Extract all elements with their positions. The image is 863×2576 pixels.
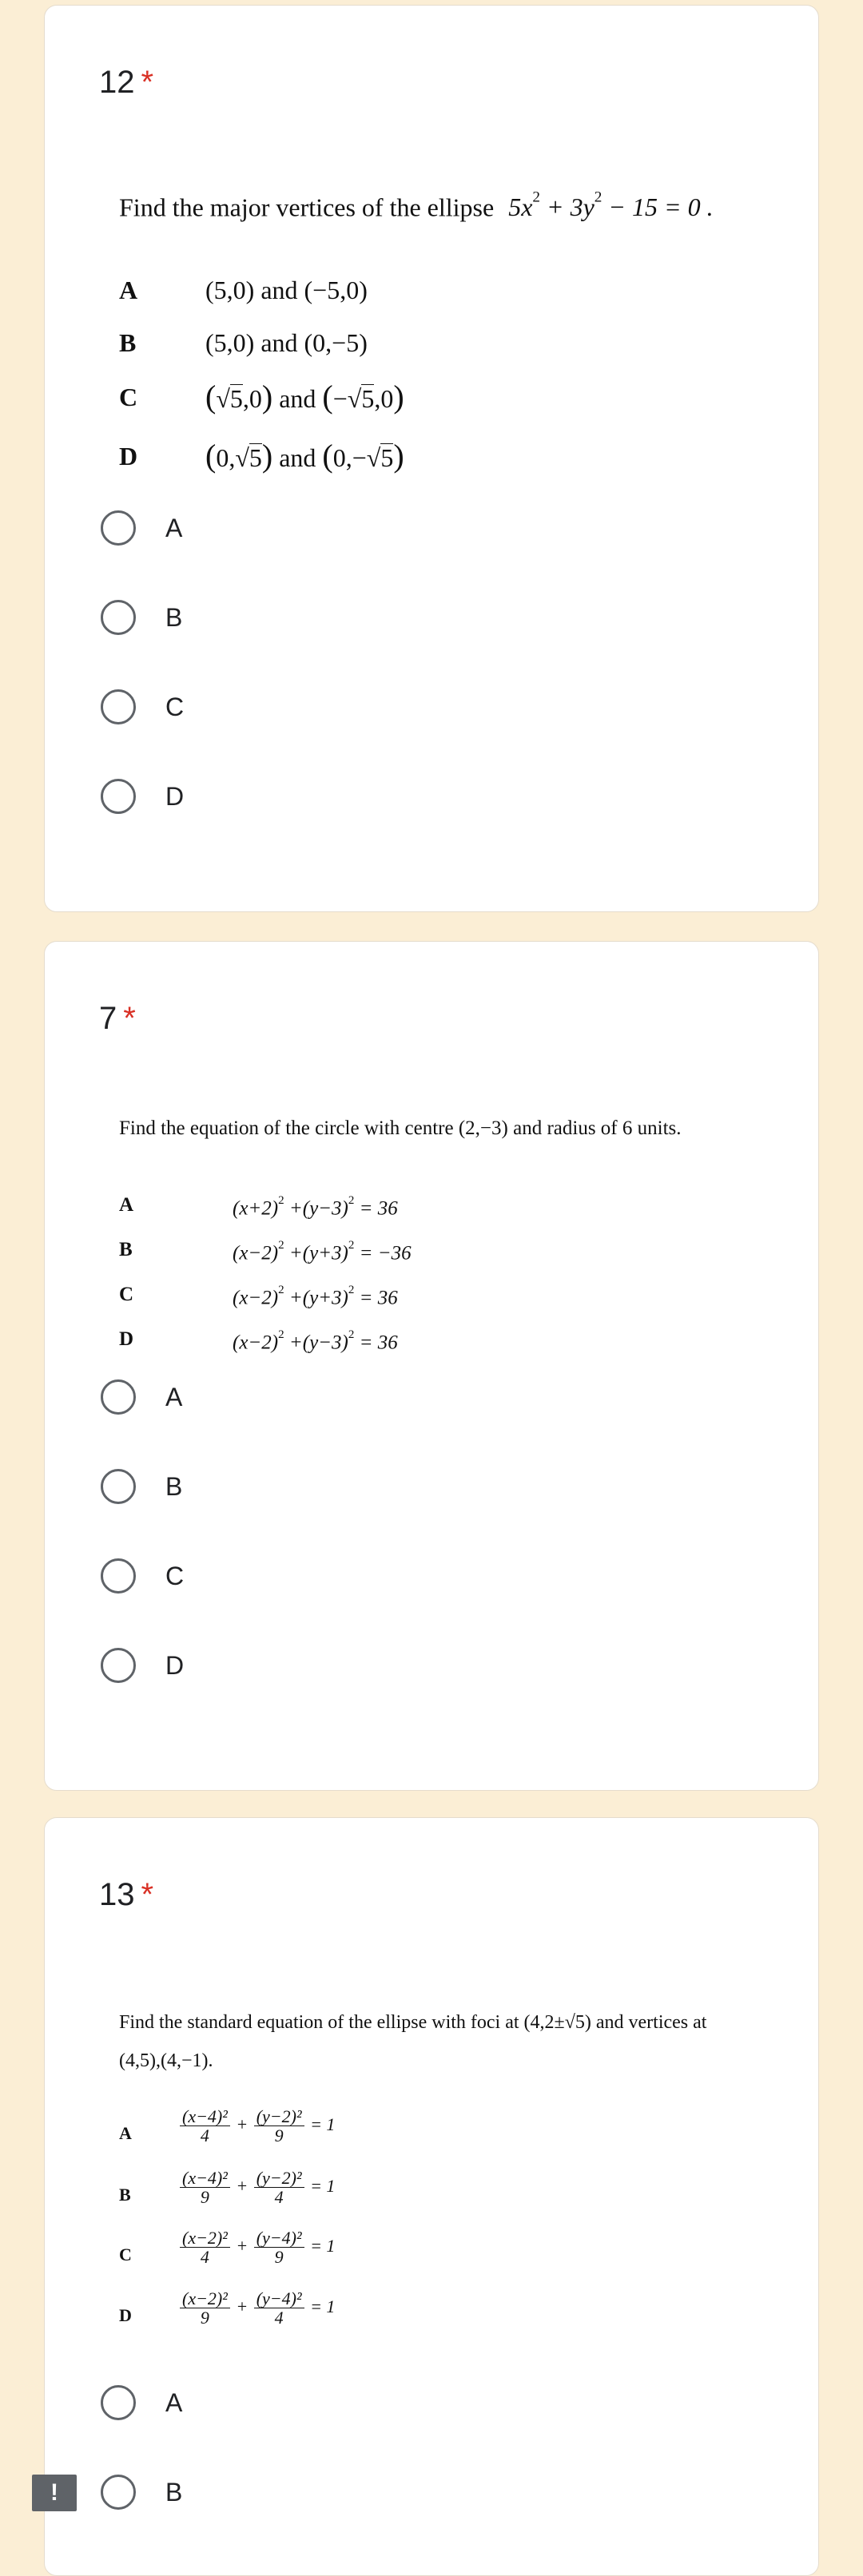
- choice-expression: $\frac{\text{(x−4)²}}{4}$ + $\frac{\text{(y−2)²}}{9}$ = 1: [178, 2107, 335, 2145]
- option-a[interactable]: [101, 2381, 182, 2424]
- choice-row: [119, 276, 599, 311]
- choice-expression: $(x+2)^2 +(y-3)^2 = 36$: [233, 1194, 398, 1220]
- choice-row: [119, 328, 599, 363]
- radio-button[interactable]: [101, 1648, 136, 1683]
- option-label: A: [165, 1382, 183, 1411]
- option-a[interactable]: [101, 506, 182, 550]
- required-asterisk: *: [141, 65, 154, 100]
- radio-button[interactable]: [101, 600, 136, 635]
- option-b[interactable]: [101, 596, 182, 639]
- question-card-7: [44, 941, 819, 1791]
- fraction: $\frac{\text{(x−2)²}}{4}$: [180, 2229, 230, 2267]
- option-label: D: [165, 781, 185, 811]
- fraction: $\frac{\text{(x−4)²}}{9}$: [180, 2169, 230, 2207]
- radio-button[interactable]: [101, 779, 136, 814]
- option-b[interactable]: [101, 2471, 182, 2514]
- feedback-alert-icon[interactable]: !: [32, 2475, 77, 2511]
- required-asterisk: *: [123, 1001, 136, 1036]
- choice-letter: A: [119, 1194, 134, 1216]
- choice-row: [119, 1239, 519, 1268]
- question-stem: [119, 2003, 806, 2080]
- choice-expression: (√5,0) and (−√5,0): [205, 379, 404, 415]
- fraction: $\frac{\text{(x−2)²}}{9}$: [180, 2289, 230, 2328]
- question-number: 13 *: [99, 1877, 154, 1912]
- question-number: 7 *: [99, 1001, 136, 1036]
- choice-row: [119, 1328, 519, 1357]
- option-label: B: [165, 2477, 183, 2507]
- choice-row: [119, 1194, 519, 1223]
- choice-letter: B: [119, 1239, 133, 1260]
- radio-button[interactable]: [101, 2475, 136, 2510]
- radio-button[interactable]: [101, 1379, 136, 1415]
- required-asterisk: *: [141, 1877, 154, 1912]
- option-c[interactable]: [101, 1554, 184, 1598]
- radio-button[interactable]: [101, 510, 136, 546]
- option-b[interactable]: [101, 1465, 182, 1508]
- choice-expression: $(x-2)^2 +(y+3)^2 = -36$: [233, 1239, 412, 1264]
- choice-expression: (5,0) and (−5,0): [205, 276, 368, 304]
- question-stem: Find the major vertices of the ellipse $5x^2 + 3y^2 - 15 = 0$ .: [119, 189, 714, 222]
- choice-row: [119, 2229, 439, 2281]
- choice-letter: D: [119, 2305, 132, 2325]
- choice-letter: C: [119, 383, 138, 411]
- fraction: $\frac{\text{(x−4)²}}{4}$: [180, 2107, 230, 2145]
- question-card-12: [44, 5, 819, 912]
- choice-row: [119, 437, 599, 477]
- question-card-13: [44, 1817, 819, 2576]
- option-label: C: [165, 692, 185, 721]
- option-c[interactable]: [101, 685, 184, 728]
- choice-expression: $\frac{\text{(x−2)²}}{4}$ + $\frac{\text{(y−4)²}}{9}$ = 1: [178, 2229, 335, 2267]
- choice-letter: C: [119, 2245, 132, 2264]
- choice-row: [119, 2107, 439, 2160]
- radio-button[interactable]: [101, 1469, 136, 1504]
- radio-button[interactable]: [101, 2385, 136, 2420]
- choice-expression: (5,0) and (0,−5): [205, 328, 368, 357]
- choice-row: [119, 378, 599, 418]
- stem-line-2: (4,5),(4,−1).: [119, 2050, 213, 2071]
- option-label: B: [165, 602, 183, 632]
- choice-row: [119, 2169, 439, 2221]
- option-d[interactable]: [101, 1644, 184, 1687]
- option-label: D: [165, 1650, 185, 1680]
- choice-row: [119, 2289, 439, 2342]
- choice-expression: $(x-2)^2 +(y+3)^2 = 36$: [233, 1284, 398, 1309]
- stem-line-1: Find the standard equation of the ellipse with foci at (4,2±√5) and vertices at: [119, 2012, 707, 2033]
- choice-expression: $(x-2)^2 +(y-3)^2 = 36$: [233, 1328, 398, 1354]
- radio-button[interactable]: [101, 1558, 136, 1594]
- choice-letter: D: [119, 442, 138, 470]
- option-label: A: [165, 513, 183, 542]
- option-label: C: [165, 1561, 185, 1590]
- option-label: B: [165, 1471, 183, 1501]
- fraction: $\frac{\text{(y−2)²}}{4}$: [254, 2169, 304, 2207]
- choice-letter: C: [119, 1284, 134, 1305]
- choice-letter: B: [119, 328, 137, 357]
- choice-letter: A: [119, 2123, 132, 2143]
- radio-button[interactable]: [101, 689, 136, 724]
- choice-expression: $\frac{\text{(x−2)²}}{9}$ + $\frac{\text{(y−4)²}}{4}$ = 1: [178, 2289, 335, 2328]
- fraction: $\frac{\text{(y−4)²}}{9}$: [254, 2229, 304, 2267]
- question-stem: Find the equation of the circle with centre (2,−3) and radius of 6 units.: [119, 1117, 682, 1139]
- option-label: A: [165, 2387, 183, 2417]
- ellipse-equation: $5x^2 + 3y^2 - 15 = 0$ .: [508, 189, 714, 222]
- fraction: $\frac{\text{(y−2)²}}{9}$: [254, 2107, 304, 2145]
- question-number: 12 *: [99, 65, 154, 100]
- fraction: $\frac{\text{(y−4)²}}{4}$: [254, 2289, 304, 2328]
- choice-letter: B: [119, 2185, 131, 2205]
- option-d[interactable]: [101, 775, 184, 818]
- choice-expression: (0,√5) and (0,−√5): [205, 438, 404, 474]
- choice-letter: D: [119, 1328, 134, 1350]
- choice-expression: $\frac{\text{(x−4)²}}{9}$ + $\frac{\text{(y−2)²}}{4}$ = 1: [178, 2169, 335, 2207]
- choice-row: [119, 1284, 519, 1312]
- option-a[interactable]: [101, 1375, 182, 1419]
- choice-letter: A: [119, 276, 138, 304]
